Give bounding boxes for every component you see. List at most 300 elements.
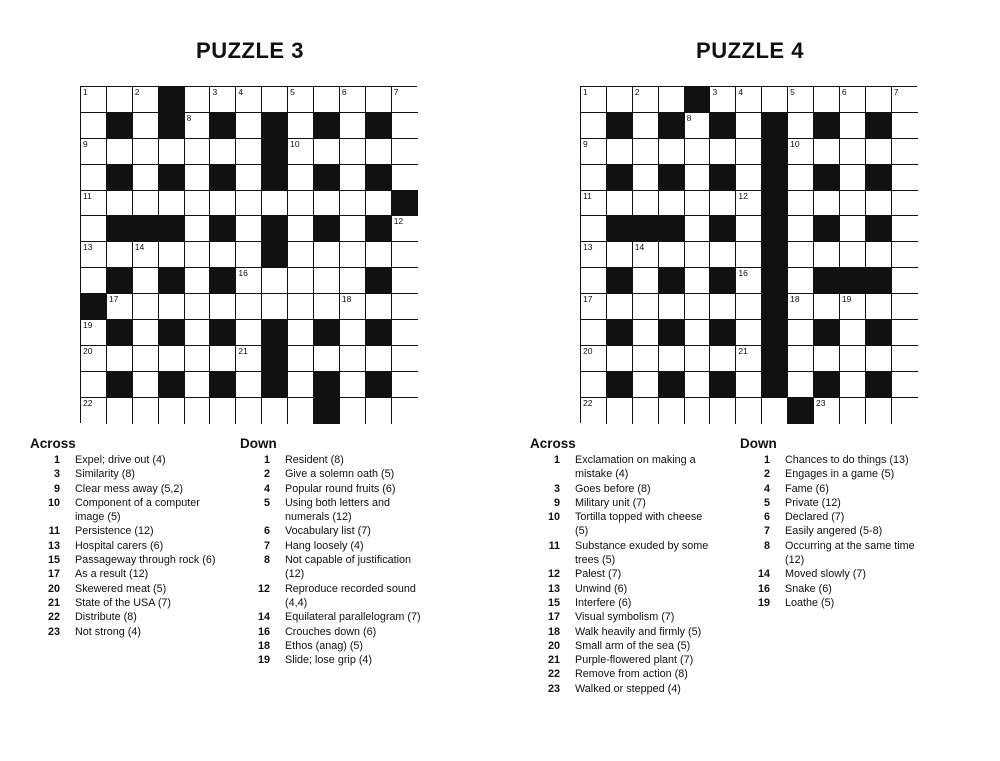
grid-cell[interactable] — [314, 242, 340, 268]
across-heading: Across — [530, 436, 576, 451]
grid-cell[interactable] — [633, 242, 659, 268]
grid-cell[interactable] — [236, 191, 262, 217]
grid-cell[interactable] — [581, 268, 607, 294]
clue-item-text: State of the USA (7) — [75, 596, 172, 609]
grid-cell[interactable] — [581, 139, 607, 165]
grid-cell[interactable] — [314, 294, 340, 320]
grid-cell[interactable] — [659, 398, 685, 424]
grid-cell[interactable] — [840, 294, 866, 320]
grid-cell[interactable] — [736, 320, 762, 346]
grid-cell[interactable] — [133, 398, 159, 424]
grid-cell[interactable] — [81, 87, 107, 113]
grid-cell[interactable] — [840, 346, 866, 372]
grid-cell[interactable] — [581, 242, 607, 268]
grid-cell[interactable] — [81, 191, 107, 217]
grid-cell[interactable] — [736, 191, 762, 217]
grid-cell[interactable] — [133, 165, 159, 191]
grid-cell[interactable] — [133, 191, 159, 217]
grid-cell[interactable] — [392, 398, 418, 424]
grid-cell[interactable] — [133, 113, 159, 139]
grid-cell[interactable] — [81, 320, 107, 346]
grid-cell[interactable] — [81, 216, 107, 242]
grid-cell[interactable] — [288, 139, 314, 165]
grid-cell[interactable] — [814, 139, 840, 165]
grid-cell[interactable] — [840, 113, 866, 139]
grid-cell[interactable] — [788, 242, 814, 268]
grid-cell[interactable] — [185, 268, 211, 294]
grid-cell[interactable] — [392, 139, 418, 165]
grid-cell[interactable] — [685, 398, 711, 424]
grid-cell[interactable] — [392, 87, 418, 113]
grid-cell[interactable] — [866, 139, 892, 165]
black-square — [762, 113, 788, 139]
grid-cell[interactable] — [710, 294, 736, 320]
clue-item — [240, 625, 440, 639]
grid-cell[interactable] — [788, 346, 814, 372]
grid-cell[interactable] — [210, 139, 236, 165]
grid-cell[interactable] — [607, 139, 633, 165]
grid-cell[interactable] — [392, 113, 418, 139]
grid-cell[interactable] — [892, 113, 918, 139]
grid-cell[interactable] — [236, 139, 262, 165]
grid-cell[interactable] — [340, 372, 366, 398]
grid-cell[interactable] — [788, 165, 814, 191]
black-square — [607, 165, 633, 191]
grid-cell[interactable] — [185, 87, 211, 113]
clue-number: 22 — [83, 397, 93, 408]
grid-cell[interactable] — [340, 165, 366, 191]
grid-cell[interactable] — [392, 320, 418, 346]
black-square — [607, 216, 633, 242]
clue-item-number: 21 — [547, 654, 560, 667]
grid-cell[interactable] — [392, 268, 418, 294]
grid-cell[interactable] — [736, 242, 762, 268]
grid-cell[interactable] — [788, 320, 814, 346]
grid-cell[interactable] — [607, 346, 633, 372]
grid-cell[interactable] — [185, 242, 211, 268]
grid-cell[interactable] — [236, 346, 262, 372]
grid-cell[interactable] — [185, 398, 211, 424]
grid-cell[interactable] — [185, 113, 211, 139]
grid-cell[interactable] — [210, 87, 236, 113]
grid-cell[interactable] — [685, 268, 711, 294]
grid-cell[interactable] — [840, 372, 866, 398]
grid-cell[interactable] — [107, 191, 133, 217]
clue-number: 6 — [841, 87, 847, 97]
clue-item-number: 3 — [53, 468, 60, 481]
clue-number: 4 — [738, 87, 744, 97]
grid-cell[interactable] — [314, 191, 340, 217]
grid-cell[interactable] — [892, 139, 918, 165]
grid-cell[interactable] — [633, 372, 659, 398]
grid-cell[interactable] — [659, 242, 685, 268]
grid-cell[interactable] — [892, 346, 918, 372]
grid-cell[interactable] — [736, 398, 762, 424]
grid-cell[interactable] — [788, 268, 814, 294]
grid-cell[interactable] — [236, 165, 262, 191]
grid-cell[interactable] — [866, 242, 892, 268]
grid-cell[interactable] — [736, 216, 762, 242]
grid-cell[interactable] — [314, 139, 340, 165]
grid-cell[interactable] — [607, 87, 633, 113]
grid-cell[interactable] — [185, 165, 211, 191]
grid-cell[interactable] — [314, 346, 340, 372]
grid-cell[interactable] — [81, 346, 107, 372]
grid-cell[interactable] — [314, 268, 340, 294]
clue-item — [30, 467, 230, 481]
clue-item-number: 22 — [47, 611, 60, 624]
grid-cell[interactable] — [736, 87, 762, 113]
clue-item-number: 6 — [763, 511, 770, 524]
grid-cell[interactable] — [633, 346, 659, 372]
clue-item-text: Tortilla topped with cheese (5) — [575, 511, 703, 538]
grid-cell[interactable] — [81, 372, 107, 398]
grid-cell[interactable] — [340, 320, 366, 346]
grid-cell[interactable] — [236, 242, 262, 268]
grid-cell[interactable] — [788, 191, 814, 217]
clue-number: 7 — [393, 87, 399, 97]
grid-cell[interactable] — [185, 294, 211, 320]
grid-cell[interactable] — [236, 113, 262, 139]
grid-cell[interactable] — [633, 113, 659, 139]
grid-cell[interactable] — [159, 346, 185, 372]
grid-cell[interactable] — [340, 191, 366, 217]
grid-cell[interactable] — [736, 294, 762, 320]
grid-cell[interactable] — [107, 398, 133, 424]
grid-cell[interactable] — [581, 216, 607, 242]
grid-cell[interactable] — [685, 216, 711, 242]
grid-cell[interactable] — [814, 346, 840, 372]
clue-item-text: Exclamation on making a mistake (4) — [575, 454, 696, 481]
grid-cell[interactable] — [185, 216, 211, 242]
clue-item-text: Palest (7) — [575, 568, 622, 581]
grid-cell[interactable] — [392, 346, 418, 372]
grid-cell[interactable] — [159, 191, 185, 217]
grid-cell[interactable] — [340, 139, 366, 165]
grid-cell[interactable] — [314, 87, 340, 113]
grid-cell[interactable] — [262, 191, 288, 217]
grid-cell[interactable] — [633, 294, 659, 320]
clue-item — [240, 524, 440, 538]
grid-cell[interactable] — [814, 87, 840, 113]
clue-item-text: Not capable of justification (12) — [285, 554, 412, 581]
grid-cell[interactable] — [133, 346, 159, 372]
grid-cell[interactable] — [210, 398, 236, 424]
grid-cell[interactable] — [81, 242, 107, 268]
grid-cell[interactable] — [866, 398, 892, 424]
grid-cell[interactable] — [340, 294, 366, 320]
grid-cell[interactable] — [236, 87, 262, 113]
grid-cell[interactable] — [892, 372, 918, 398]
black-square — [210, 216, 236, 242]
clue-item — [240, 467, 440, 481]
grid-cell[interactable] — [892, 216, 918, 242]
black-square — [762, 268, 788, 294]
grid-cell[interactable] — [788, 372, 814, 398]
grid-cell[interactable] — [107, 87, 133, 113]
grid-cell[interactable] — [659, 139, 685, 165]
grid-cell[interactable] — [288, 113, 314, 139]
grid-cell[interactable] — [814, 242, 840, 268]
grid-cell[interactable] — [288, 242, 314, 268]
grid-cell[interactable] — [107, 346, 133, 372]
grid-cell[interactable] — [607, 242, 633, 268]
grid-cell[interactable] — [581, 294, 607, 320]
clue-item — [530, 496, 730, 510]
grid-cell[interactable] — [814, 398, 840, 424]
grid-cell[interactable] — [262, 268, 288, 294]
grid-cell[interactable] — [392, 372, 418, 398]
grid-cell[interactable] — [581, 398, 607, 424]
clue-number: 19 — [841, 294, 852, 305]
grid-cell[interactable] — [633, 398, 659, 424]
grid-cell[interactable] — [710, 87, 736, 113]
grid-cell[interactable] — [685, 165, 711, 191]
grid-cell[interactable] — [81, 165, 107, 191]
grid-cell[interactable] — [340, 398, 366, 424]
grid-cell[interactable] — [185, 191, 211, 217]
grid-cell[interactable] — [892, 87, 918, 113]
black-square — [262, 139, 288, 165]
grid-cell[interactable] — [107, 242, 133, 268]
clue-item-number: 16 — [757, 582, 770, 595]
grid-cell[interactable] — [133, 294, 159, 320]
grid-cell[interactable] — [288, 191, 314, 217]
clue-item-text: Small arm of the sea (5) — [575, 639, 691, 652]
grid-cell[interactable] — [685, 346, 711, 372]
grid-cell[interactable] — [866, 294, 892, 320]
grid-cell[interactable] — [581, 191, 607, 217]
grid-cell[interactable] — [840, 242, 866, 268]
grid-cell[interactable] — [185, 139, 211, 165]
grid-cell[interactable] — [685, 294, 711, 320]
grid-cell[interactable] — [607, 294, 633, 320]
grid-cell[interactable] — [736, 346, 762, 372]
grid-cell[interactable] — [340, 268, 366, 294]
grid-cell[interactable] — [659, 191, 685, 217]
grid-cell[interactable] — [340, 87, 366, 113]
clue-number: 23 — [316, 397, 326, 408]
grid-cell[interactable] — [866, 346, 892, 372]
grid-cell[interactable] — [840, 320, 866, 346]
grid-cell[interactable] — [262, 398, 288, 424]
grid-cell[interactable] — [340, 346, 366, 372]
grid-cell[interactable] — [685, 320, 711, 346]
grid-cell[interactable] — [236, 268, 262, 294]
grid-cell[interactable] — [366, 398, 392, 424]
grid-cell[interactable] — [710, 191, 736, 217]
grid-cell[interactable] — [340, 242, 366, 268]
grid-cell[interactable] — [736, 372, 762, 398]
grid-cell[interactable] — [392, 216, 418, 242]
grid-cell[interactable] — [892, 320, 918, 346]
grid-cell[interactable] — [710, 139, 736, 165]
grid-cell[interactable] — [581, 113, 607, 139]
grid-cell[interactable] — [236, 216, 262, 242]
grid-cell[interactable] — [762, 87, 788, 113]
grid-cell[interactable] — [185, 346, 211, 372]
grid-cell[interactable] — [607, 191, 633, 217]
grid-cell[interactable] — [736, 139, 762, 165]
clue-item-text: As a result (12) — [75, 568, 149, 581]
grid-cell[interactable] — [736, 165, 762, 191]
grid-cell[interactable] — [892, 191, 918, 217]
grid-cell[interactable] — [633, 165, 659, 191]
clue-item-text: Reproduce recorded sound (4,4) — [285, 582, 416, 609]
grid-cell[interactable] — [288, 398, 314, 424]
grid-cell[interactable] — [366, 346, 392, 372]
grid-cell[interactable] — [736, 268, 762, 294]
grid-cell[interactable] — [288, 346, 314, 372]
grid-cell[interactable] — [659, 87, 685, 113]
grid-cell[interactable] — [710, 398, 736, 424]
grid-cell[interactable] — [288, 268, 314, 294]
clue-item — [240, 582, 440, 611]
grid-cell[interactable] — [685, 139, 711, 165]
grid-cell[interactable] — [185, 372, 211, 398]
grid-cell[interactable] — [581, 372, 607, 398]
grid-cell[interactable] — [236, 320, 262, 346]
grid-cell[interactable] — [581, 320, 607, 346]
grid-cell[interactable] — [81, 139, 107, 165]
grid-cell[interactable] — [866, 191, 892, 217]
grid-cell[interactable] — [788, 216, 814, 242]
grid-cell[interactable] — [262, 87, 288, 113]
grid-cell[interactable] — [210, 242, 236, 268]
grid-cell[interactable] — [685, 242, 711, 268]
clue-number: 3 — [212, 87, 218, 97]
grid-cell[interactable] — [81, 268, 107, 294]
grid-cell[interactable] — [788, 87, 814, 113]
grid-cell[interactable] — [892, 165, 918, 191]
grid-cell[interactable] — [366, 139, 392, 165]
grid-cell[interactable] — [392, 242, 418, 268]
grid-cell[interactable] — [159, 242, 185, 268]
grid-cell[interactable] — [133, 139, 159, 165]
clue-number: 23 — [816, 397, 826, 408]
grid-cell[interactable] — [892, 398, 918, 424]
grid-cell[interactable] — [866, 87, 892, 113]
clue-item-text: Easily angered (5-8) — [785, 525, 883, 538]
grid-cell[interactable] — [133, 268, 159, 294]
grid-cell[interactable] — [288, 216, 314, 242]
grid-cell[interactable] — [736, 113, 762, 139]
grid-cell[interactable] — [236, 398, 262, 424]
clue-number: 13 — [83, 242, 93, 253]
grid-cell[interactable] — [81, 398, 107, 424]
grid-cell[interactable] — [762, 398, 788, 424]
clue-item-text: Not strong (4) — [75, 625, 142, 638]
clue-item-text: Hospital carers (6) — [75, 539, 164, 552]
grid-cell[interactable] — [133, 372, 159, 398]
grid-cell[interactable] — [262, 294, 288, 320]
grid-cell[interactable] — [633, 320, 659, 346]
grid-cell[interactable] — [633, 268, 659, 294]
grid-cell[interactable] — [159, 139, 185, 165]
grid-cell[interactable] — [366, 87, 392, 113]
grid-cell[interactable] — [840, 191, 866, 217]
grid-cell[interactable] — [288, 372, 314, 398]
clue-number: 5 — [290, 87, 295, 97]
grid-cell[interactable] — [607, 398, 633, 424]
grid-cell[interactable] — [633, 87, 659, 113]
grid-cell[interactable] — [288, 320, 314, 346]
clue-item — [30, 539, 230, 553]
grid-cell[interactable] — [581, 87, 607, 113]
grid-cell[interactable] — [581, 165, 607, 191]
grid-cell[interactable] — [633, 139, 659, 165]
grid-cell[interactable] — [788, 294, 814, 320]
grid-cell[interactable] — [288, 294, 314, 320]
black-square — [210, 320, 236, 346]
grid-cell[interactable] — [685, 372, 711, 398]
grid-cell[interactable] — [685, 191, 711, 217]
grid-cell[interactable] — [133, 242, 159, 268]
grid-cell[interactable] — [366, 294, 392, 320]
clue-item-number: 9 — [553, 496, 560, 509]
grid-cell[interactable] — [659, 346, 685, 372]
grid-cell[interactable] — [633, 191, 659, 217]
clue-number: 9 — [83, 138, 88, 149]
grid-cell[interactable] — [210, 294, 236, 320]
clue-number: 14 — [634, 242, 645, 253]
grid-cell[interactable] — [159, 294, 185, 320]
grid-cell[interactable] — [840, 87, 866, 113]
grid-cell[interactable] — [288, 87, 314, 113]
clue-item-number: 7 — [263, 539, 270, 552]
grid-cell[interactable] — [840, 165, 866, 191]
grid-cell[interactable] — [814, 191, 840, 217]
grid-cell[interactable] — [710, 242, 736, 268]
grid-cell[interactable] — [81, 113, 107, 139]
grid-cell[interactable] — [236, 294, 262, 320]
grid-cell[interactable] — [392, 294, 418, 320]
grid-cell[interactable] — [840, 139, 866, 165]
grid-cell[interactable] — [185, 320, 211, 346]
grid-cell[interactable] — [340, 216, 366, 242]
grid-cell[interactable] — [788, 113, 814, 139]
grid-cell[interactable] — [107, 139, 133, 165]
across-clues — [30, 436, 230, 639]
grid-cell[interactable] — [107, 294, 133, 320]
grid-cell[interactable] — [685, 113, 711, 139]
grid-cell[interactable] — [892, 242, 918, 268]
black-square — [762, 165, 788, 191]
grid-cell[interactable] — [210, 191, 236, 217]
grid-cell[interactable] — [392, 165, 418, 191]
clue-item-text: Ethos (anag) (5) — [285, 639, 364, 652]
grid-cell[interactable] — [366, 191, 392, 217]
grid-cell[interactable] — [340, 113, 366, 139]
grid-cell[interactable] — [788, 139, 814, 165]
black-square — [107, 165, 133, 191]
grid-cell[interactable] — [840, 398, 866, 424]
grid-cell[interactable] — [366, 242, 392, 268]
grid-cell[interactable] — [210, 346, 236, 372]
grid-cell[interactable] — [814, 294, 840, 320]
grid-cell[interactable] — [288, 165, 314, 191]
grid-cell[interactable] — [159, 398, 185, 424]
grid-cell[interactable] — [892, 294, 918, 320]
grid-cell[interactable] — [133, 87, 159, 113]
grid-cell[interactable] — [710, 346, 736, 372]
grid-cell[interactable] — [659, 294, 685, 320]
grid-cell[interactable] — [581, 346, 607, 372]
grid-cell[interactable] — [236, 372, 262, 398]
grid-cell[interactable] — [892, 268, 918, 294]
grid-cell[interactable] — [840, 216, 866, 242]
grid-cell[interactable] — [133, 320, 159, 346]
